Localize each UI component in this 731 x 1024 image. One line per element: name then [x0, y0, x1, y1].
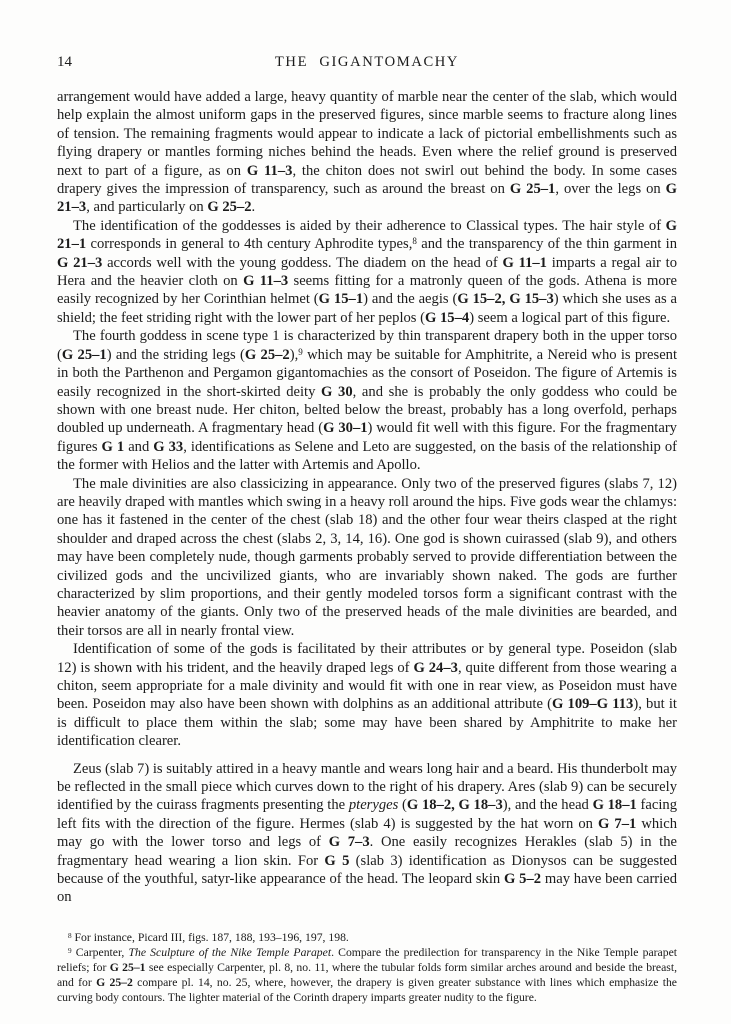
text-run: G 5–2 [504, 871, 542, 888]
text-run: G 25–1 [509, 181, 556, 198]
text-run: For instance, Picard III, figs. 187, 188, 193–196, 197, 198. [71, 930, 349, 944]
text-run: ) would fit well with this figure. For the fragmentary figures [57, 420, 677, 455]
footnote-marker: 8 [412, 236, 417, 247]
text-run: The identification of the goddesses is aided by their adherence to Classical types. The hair style of [73, 217, 666, 234]
page-content [57, 54, 677, 1005]
footnote-marker: 8 [68, 931, 72, 940]
text-run: . [251, 199, 256, 216]
text-run: ) seem a logical part of this figure. [469, 309, 671, 326]
text-run: (slab 3) identification as Dionysos can be suggested because of the youthful, satyr-like appearance of the head. The leopard skin [57, 852, 678, 888]
text-run: G 25–2 [207, 199, 252, 216]
text-run: G 30 [321, 383, 353, 400]
page-number: 14 [57, 54, 72, 70]
text-run: ) which she uses as a shield; the feet striding right with the lower part of her peplos ( [57, 291, 678, 326]
text-run: which may be suitable for Amphitrite, a Nereid who is present in both the Parthenon and Pergamon gigantomachies as the consort of Poseidon. The figure of Artemis is easily recognized in the short-skirted deity [57, 346, 678, 400]
text-run: . One easily recognizes Herakles (slab 5) in the fragmentary head wearing a lion skin. For [57, 834, 677, 869]
paragraph [57, 640, 677, 750]
text-run: G 25–1 [109, 960, 146, 974]
body-paragraphs [57, 88, 677, 907]
text-run: ), and the head [502, 797, 593, 814]
text-run: G 7–1 [598, 815, 637, 832]
text-run: G 25–2 [96, 975, 133, 989]
text-run: arrangement would have added a large, heavy quantity of marble near the center of the slab, which would help explain the almost uniform gaps in the preserved figures, since marble seems to fracture along lines of tension. The remaining fragments would appear to indicate a lack of pictorial embellishments such as flying drapery or mantles forming niches behind the heads. Even where the relief ground is preserved next to part of a figure, as on [57, 89, 677, 179]
footnote-marker: 9 [68, 946, 72, 955]
text-run: G 11–3 [243, 273, 289, 290]
text-run: G 21–3 [57, 181, 677, 216]
text-run: , identifications as Selene and Leto are suggested, on the basis of the relationship of the former with Helios and the latter with Artemis and Apollo. [57, 438, 677, 474]
text-run: ( [398, 797, 407, 814]
text-run: and the transparency of the thin garment in [416, 236, 678, 253]
text-run: G 7–3 [328, 834, 370, 851]
text-run: which may go with the lower torso and legs of [57, 815, 678, 851]
paragraph [57, 760, 677, 907]
text-run: compare pl. 14, no. 25, where, however, the drapery is given greater substance with lines which emphasize the curving body contours. The lighter material of the Corinth drapery imparts greater nudity to the figure. [57, 975, 677, 1004]
text-run: G 21–3 [57, 254, 103, 271]
text-run: accords well with the young goddess. The diadem on the head of [102, 254, 503, 271]
paragraph [57, 88, 677, 217]
text-run: ), [289, 346, 299, 363]
text-run: , and particularly on [86, 199, 208, 216]
text-run: G 18–2, G 18–3 [406, 797, 503, 814]
text-run: G 25–2 [244, 346, 290, 363]
text-run: G 1 [101, 438, 125, 455]
text-run: ) and the aegis ( [363, 291, 458, 308]
text-run: facing left fits with the direction of the figure. Hermes (slab 4) is suggested by the hat worn on [57, 797, 678, 832]
text-run: G 109–G 113 [551, 696, 634, 713]
text-run: G 11–1 [502, 254, 547, 271]
text-run: Zeus (slab 7) is suitably attired in a heavy mantle and wears long hair and a beard. His thunderbolt may be reflected in the small piece which curves down to the right of his drapery. Ares (slab 9) can be securely identified by the cuirass fragments presenting the [57, 760, 677, 814]
text-run: . Compare the predilection for transparency in the Nike Temple parapet reliefs; for [57, 945, 678, 974]
text-run: G 15–2, G 15–3 [457, 291, 554, 308]
paragraph [57, 217, 677, 327]
text-run: see especially Carpenter, pl. 8, no. 11, where the tubular folds form similar arches around and beside the breast, and for [57, 960, 678, 989]
text-run: G 5 [324, 852, 350, 869]
footnote-marker: 9 [298, 346, 303, 357]
footnote [57, 930, 677, 945]
paragraph [57, 327, 677, 474]
paragraph [57, 475, 677, 641]
text-run: G 25–1 [61, 346, 107, 363]
text-run: G 21–1 [57, 217, 677, 253]
text-run: ), but it is difficult to place them within the slab; some may have been shared by Amphitrite to make her identification clearer. [57, 696, 677, 750]
footnote [57, 945, 677, 1005]
text-run: Carpenter, [71, 945, 129, 959]
text-run: , and she is probably the only goddess who could be shown with one breast nude. Her chiton, belted below the breast, probably has a long overfold, perhaps doubled up underneath. A fragmentary head ( [57, 383, 677, 437]
text-run: Identification of some of the gods is facilitated by their attributes or by general type. Poseidon (slab 12) is shown with his trident, and the heavily draped legs of [57, 641, 677, 676]
text-run: G 15–1 [318, 291, 364, 308]
text-run: G 11–3 [246, 162, 293, 179]
text-run: The Sculpture of the Nike Temple Parapet [128, 945, 332, 959]
text-run: G 18–1 [592, 797, 637, 814]
footnotes [57, 930, 677, 1005]
text-run: G 15–4 [425, 309, 470, 326]
text-run: seems fitting for a matronly queen of the gods. Athena is more easily recognized by her Corinthian helmet ( [57, 273, 677, 308]
text-run: corresponds in general to 4th century Aphrodite types, [86, 236, 413, 253]
text-run: , the chiton does not swirl out behind the body. In some cases drapery gives the impression of transparency, such as around the breast on [57, 162, 677, 198]
text-run: The fourth goddess in scene type 1 is characterized by thin transparent drapery both in the upper torso ( [57, 328, 677, 363]
text-run: imparts a regal air to Hera and the heavier cloth on [57, 254, 678, 290]
text-run: , quite different from those wearing a chiton, seem appropriate for a male divinity and would fit with one in rear view, as Poseidon must have been. Poseidon may also have been shown with dolphins as an additional attribute ( [57, 659, 677, 713]
text-run: may have been carried on [57, 871, 677, 906]
text-run: pteryges [348, 797, 399, 814]
text-run: The male divinities are also classicizing in appearance. Only two of the preserved figures (slabs 7, 12) are heavily draped with mantles which swing in a heavy roll around the hips. Five gods wear the chlamys: one has it fastened in the center of the chest (slab 18) and the other four wear theirs clasped at the right shoulder and draped across the chest (slabs 2, 3, 14, 16). One god is shown cuirassed (slab 9), and others may have been completely nude, though garments probably served to provide differentiation between the civilized gods and the uncivilized giants, who are invariably shown naked. The gods are further characterized by slim proportions, and their gently modeled torsos form a significant contrast with the heavier anatomy of the giants. Only two of the preserved heads of the male divinities are bearded, and their torsos are all in nearly frontal view. [57, 475, 677, 639]
page-header [57, 54, 677, 72]
text-run: G 24–3 [413, 659, 458, 676]
text-run: ) and the striding legs ( [106, 346, 245, 363]
text-run: G 33 [153, 438, 184, 455]
text-run: and [124, 438, 154, 455]
running-title: THE GIGANTOMACHY [274, 54, 460, 70]
text-run: G 30–1 [323, 420, 368, 437]
text-run: , over the legs on [555, 181, 666, 198]
